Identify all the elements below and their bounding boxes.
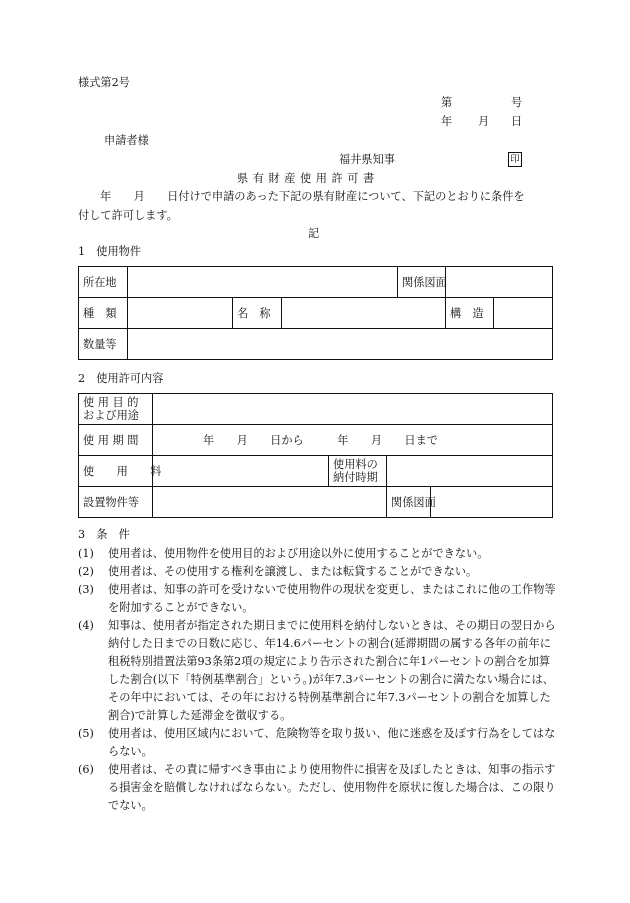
condition-number: (4)	[78, 619, 94, 632]
fee-due-label	[329, 456, 387, 487]
related-drawing-value[interactable]	[446, 267, 553, 298]
list-item	[78, 563, 556, 581]
condition-text: 使用者は、使用物件を使用目的および用途以外に使用することができない。	[108, 547, 489, 560]
fee-label: 使 用 料	[79, 456, 153, 487]
related-drawing-label-2: 関係図面	[387, 487, 431, 518]
table-row	[79, 456, 553, 487]
condition-text: 使用者は、知事の許可を受けないで使用物件の現状を変更し、またはこれに他の工作物等を附加することができない。	[108, 583, 556, 614]
quantity-label: 数量等	[79, 329, 128, 360]
purpose-label-line-2: および用途	[83, 409, 139, 422]
doc-number-prefix: 第	[441, 96, 453, 109]
list-item	[78, 581, 556, 617]
list-item	[78, 617, 556, 725]
table-row	[79, 425, 553, 456]
doc-number-suffix: 号	[511, 96, 523, 109]
section3-heading: 3 条 件	[78, 528, 130, 541]
condition-number: (2)	[78, 565, 94, 578]
condition-text: 使用者は、その責に帰すべき事由により使用物件に損害を及ぼしたときは、知事の指示する損害金を賠償しなければならない。ただし、使用物件を原状に復した場合は、この限りでない。	[108, 763, 556, 812]
name-label: 名 称	[233, 298, 282, 329]
purpose-label	[79, 394, 153, 425]
section2-heading: 2 使用許可内容	[78, 372, 164, 385]
property-table	[78, 266, 553, 360]
condition-number: (6)	[78, 763, 94, 776]
fee-due-value[interactable]	[387, 456, 553, 487]
applicant: 申請者様	[104, 134, 149, 147]
condition-number: (1)	[78, 547, 94, 560]
conditions-list	[78, 545, 556, 815]
related-drawing-label: 関係図面	[398, 267, 446, 298]
fee-due-label-line-1: 使用料の	[333, 458, 378, 471]
table-row	[79, 329, 553, 360]
quantity-value[interactable]	[128, 329, 553, 360]
kind-value[interactable]	[128, 298, 233, 329]
name-value[interactable]	[282, 298, 446, 329]
structure-label: 構 造	[446, 298, 494, 329]
ki-label: 記	[308, 227, 320, 240]
purpose-value[interactable]	[153, 394, 553, 425]
installations-label: 設置物件等	[79, 487, 153, 518]
condition-text: 使用者は、その使用する権利を譲渡し、または転貸することができない。	[108, 565, 478, 578]
purpose-label-line-1: 使 用 目 的	[83, 396, 139, 409]
table-row	[79, 267, 553, 298]
document-title: 県 有 財 産 使 用 許 可 書	[237, 172, 375, 185]
date-year: 年	[441, 115, 453, 128]
location-label: 所在地	[79, 267, 128, 298]
form-number: 様式第2号	[78, 76, 130, 89]
fee-due-label-line-2: 納付時期	[333, 471, 378, 484]
intro-line-2: 付して許可します。	[78, 209, 178, 222]
issuer-name: 福井県知事	[339, 153, 395, 166]
condition-number: (5)	[78, 727, 94, 740]
condition-number: (3)	[78, 583, 94, 596]
kind-label: 種 類	[79, 298, 128, 329]
table-row	[79, 487, 553, 518]
structure-value[interactable]	[494, 298, 553, 329]
intro-line-1: 年 月 日付けで申請のあった下記の県有財産について、下記のとおりに条件を	[100, 190, 525, 203]
installations-value[interactable]	[153, 487, 387, 518]
table-row	[79, 298, 553, 329]
list-item	[78, 761, 556, 815]
date-month: 月	[478, 115, 490, 128]
related-drawing-value-2[interactable]	[431, 487, 553, 518]
date-day: 日	[511, 115, 523, 128]
table-row	[79, 394, 553, 425]
section1-heading: 1 使用物件	[78, 245, 142, 258]
list-item	[78, 545, 556, 563]
location-value[interactable]	[128, 267, 398, 298]
seal-mark: 印	[508, 152, 522, 167]
fee-value[interactable]	[153, 456, 329, 487]
list-item	[78, 725, 556, 761]
period-label: 使 用 期 間	[79, 425, 153, 456]
period-value[interactable]: 年 月 日から 年 月 日まで	[153, 425, 553, 456]
condition-text: 知事は、使用者が指定された期日までに使用料を納付しないときは、その期日の翌日から納付した日までの日数に応じ、年14.6パーセントの割合(延滞期間の属する各年の前年に租税特別措置法第93条第2項の規定により告示された割合に年1パーセントの割合を加算した割合(以下「特例基準割合」という。)が年7.3パーセントの割合に満たない場合には、その年中においては、その年における特例基準割合に年7.3パーセントの割合を加算した割合)で計算した延滞金を徴収する。	[108, 619, 556, 722]
condition-text: 使用者は、使用区域内において、危険物等を取り扱い、他に迷惑を及ぼす行為をしてはならない。	[108, 727, 556, 758]
permission-table	[78, 393, 553, 518]
